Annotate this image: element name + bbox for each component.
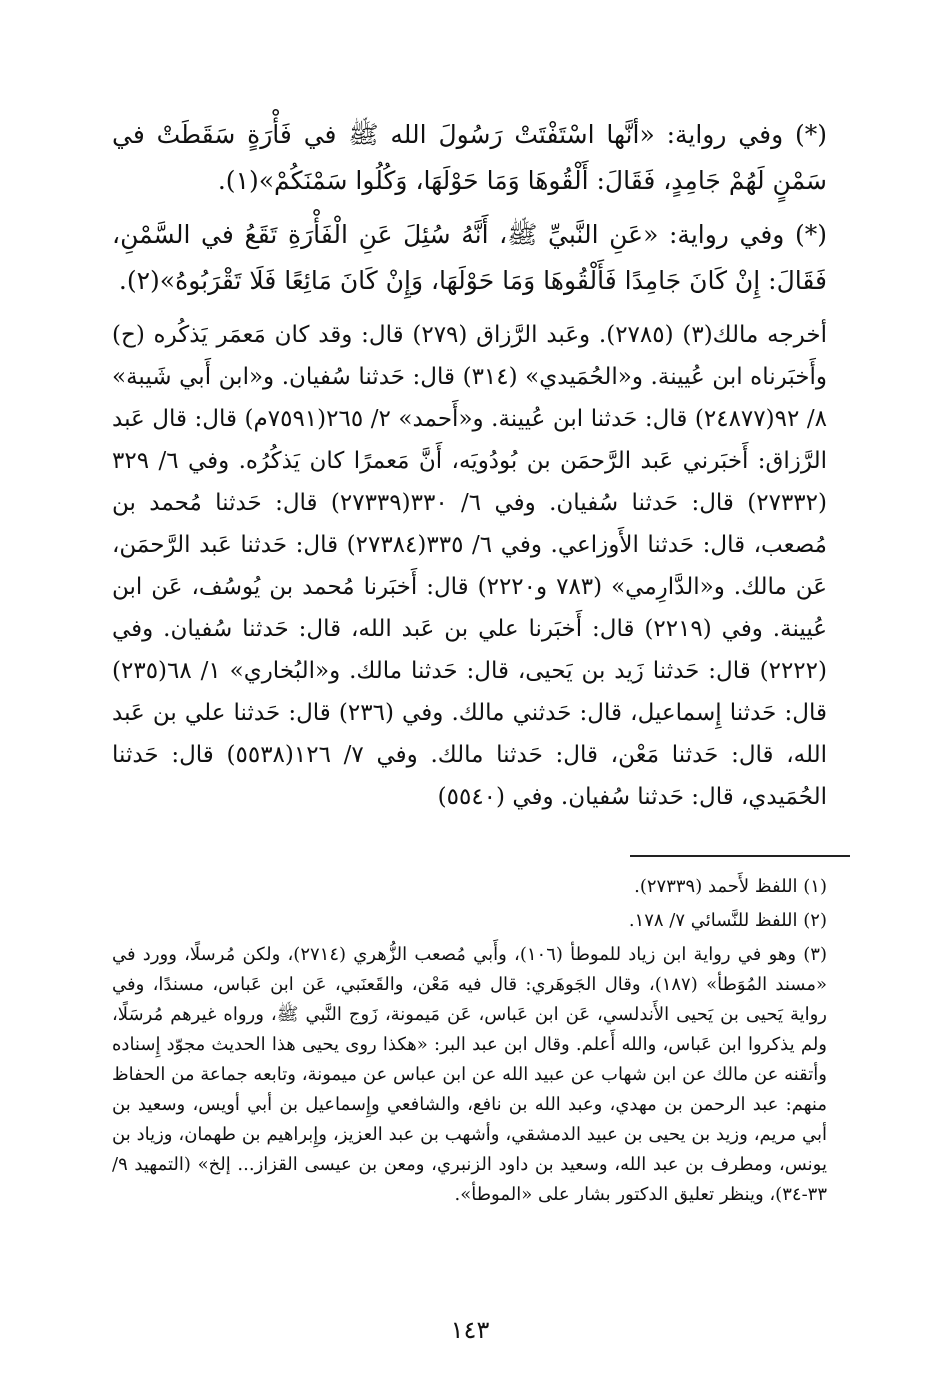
- footnote-2: (٢) اللفظ للنَّسائي ٧/ ١٧٨.: [628, 910, 827, 931]
- takhrij-text: أخرجه مالك(٣) (٢٧٨٥). وعَبد الرَّزاق (٢٧٩) قال: وقد كان مَعمَر يَذكُره (ح) وأَخبَرناه ابن عُيينة. و«الحُمَيدي» (٣١٤) قال: حَدثنا سُفيان. و«ابن أَبي شَيبة» ٨/ ٩٢(٢٤٨٧٧) قال: حَدثنا ابن عُيينة. و«أَحمد» ٢/ ٢٦٥(٧٥٩١م) قال: قال عَبد الرَّزاق: أَخبَرني عَبد الرَّحمَن بن بُودُويَه، أَنَّ مَعمرًا كان يَذكُرُه. وفي ٦/ ٣٢٩ (٢٧٣٣٢) قال: حَدثنا سُفيان. وفي ٦/ ٣٣٠(٢٧٣٣٩) قال: حَدثنا مُحمد بن مُصعب، قال: حَدثنا الأَوزاعي. وفي ٦/ ٣٣٥(٢٧٣٨٤) قال: حَدثنا عَبد الرَّحمَن، عَن مالك. و«الدَّارِمي» (٧٨٣ و٢٢٢٠) قال: أَخبَرنا مُحمد بن يُوسُف، عَن ابن عُيينة. وفي (٢٢١٩) قال: أَخبَرنا علي بن عَبد الله، قال: حَدثنا سُفيان. وفي (٢٢٢٢) قال: حَدثنا زَيد بن يَحيى، قال: حَدثنا مالك. و«البُخاري» ١/ ٦٨(٢٣٥) قال: حَدثنا إِسماعيل، قال: حَدثني مالك. وفي (٢٣٦) قال: حَدثنا علي بن عَبد الله، قال: حَدثنا مَعْن، قال: حَدثنا مالك. وفي ٧/ ١٢٦(٥٥٣٨) قال: حَدثنا الحُمَيدي، قال: حَدثنا سُفيان. وفي (٥٥٤٠): [112, 322, 828, 810]
- page-number: ١٤٣: [450, 1316, 490, 1344]
- footnotes: [112, 872, 827, 1210]
- footnote-1: (١) اللفظ لأَحمد (٢٧٣٣٩).: [634, 876, 827, 897]
- page-body: [112, 112, 827, 841]
- footnote-separator: [630, 855, 850, 857]
- hadith-variant-2: (*) وفي رواية: «عَنِ النَّبيِّ ﷺ، أَنَّهُ سُئِلَ عَنِ الْفَأْرَةِ تَقَعُ في السَّمْنِ، فَقَالَ: إِنْ كَانَ جَامِدًا فَأَلْقُوهَا وَمَا حَوْلَهَا، وَإِنْ كَانَ مَائِعًا فَلَا تَقْرَبُوهُ»(٢).: [112, 220, 827, 295]
- footnote-3: (٣) وهو في رواية ابن زياد للموطأ (١٠٦)، وأَبي مُصعب الزُّهري (٢٧١٤)، ولكن مُرسلًا، وورد في «مسند المُوَطأ» (١٨٧)، وقال الجَوهَري: قال فيه مَعْن، والقَعنَبي، عَن ابن عَباس، مسندًا، وفي رواية يَحيى بن يَحيى الأَندلسي، عَن ابن عَباس، عَن مَيمونة، زَوج النَّبي ﷺ، ورواه غيرهم مُرسَلًا، ولم يذكروا ابن عَباس، والله أَعلم. وقال ابن عبد البر: «هكذا روى يحيى هذا الحديث مجوّد إِسناده وأتقنه عن مالك عن ابن شهاب عن عبيد الله عن ابن عباس عن ميمونة، وتابعه جماعة من الحفاظ منهم: عبد الرحمن بن مهدي، وعبد الله بن نافع، والشافعي وإِسماعيل بن أبي أويس، وسعيد بن أبي مريم، وزيد بن يحيى بن عبيد الدمشقي، وأشهب بن عبد العزيز، وإِبراهيم بن طهمان، وزياد بن يونس، ومطرف بن عبد الله، وسعيد بن داود الزنبري، ومعن بن عيسى القزاز... إلخ» (التمهيد ٩/ ٣٣-٣٤)، وينظر تعليق الدكتور بشار على «الموطأ».: [112, 944, 827, 1205]
- hadith-variant-1: (*) وفي رواية: «أنَّها اسْتَفْتَتْ رَسُولَ الله ﷺ في فَأْرَةٍ سَقَطَتْ في سَمْنٍ لَهُمْ جَامِدٍ، فَقَالَ: أَلْقُوهَا وَمَا حَوْلَهَا، وَكُلُوا سَمْنَكُمْ»(١).: [112, 120, 827, 195]
